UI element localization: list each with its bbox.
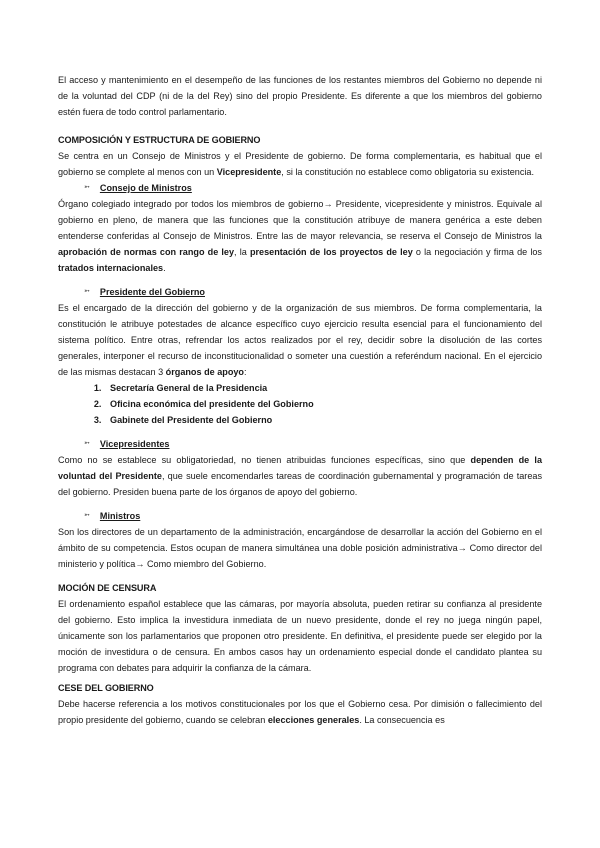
presidente-paragraph: Es el encargado de la dirección del gobierno y de la organización de sus miembros. De forma complementaria, la constitución le atribuye potestades de alcance específico cuyo ejercicio resulta esencial para el funcionamiento del sistema político. Entre otras, refrendar los actos realizados por el rey, decidir sobre la disolución de las cortes generales, interponer el recurso de inconstitucionalidad o someter una cuestión a referéndum nacional. En el ejercicio de las mismas destacan 3 órganos de apoyo: xyxy=(58,303,542,377)
vice-paragraph: Como no se establece su obligatoriedad, no tienen atribuidas funciones específicas, sino que dependen de la voluntad del Presidente, que suele encomendarles tareas de coordinación gubernamental y programación de tareas del gobierno. Presiden buena parte de los órganos de apoyo del gobierno. xyxy=(58,455,542,497)
arrow-bullet-icon: ➳ xyxy=(84,440,90,447)
subheading-consejo xyxy=(84,180,542,196)
organos-list xyxy=(58,380,542,428)
ministros-title: Ministros xyxy=(99,511,141,521)
subheading-ministros xyxy=(84,508,542,524)
vice-title: Vicepresidentes xyxy=(99,439,170,449)
list-item: 3. Gabinete del Presidente del Gobierno xyxy=(104,412,542,428)
subheading-vice xyxy=(84,436,542,452)
consejo-title: Consejo de Ministros xyxy=(99,183,192,193)
heading-mocion: MOCIÓN DE CENSURA xyxy=(58,583,157,593)
presidente-title: Presidente del Gobierno xyxy=(99,287,205,297)
arrow-bullet-icon: ➳ xyxy=(84,288,90,295)
heading-composicion: COMPOSICIÓN Y ESTRUCTURA DE GOBIERNO xyxy=(58,135,261,145)
arrow-bullet-icon: ➳ xyxy=(84,512,90,519)
arrow-bullet-icon: ➳ xyxy=(84,184,90,191)
subheading-presidente xyxy=(84,284,542,300)
list-item: 1. Secretaría General de la Presidencia xyxy=(104,380,542,396)
composicion-paragraph: Se centra en un Consejo de Ministros y el Presidente de gobierno. De forma complementaria, es habitual que el gobierno se complete al menos con un Vicepresidente, si la constitución no establece como obligatoria su existencia. xyxy=(58,151,542,177)
mocion-paragraph: El ordenamiento español establece que las cámaras, por mayoría absoluta, pueden retirar su confianza al presidente del gobierno. Esto implica la investidura inmediata de un nuevo presidente, donde el rey no juega ningún papel, únicamente son los parlamentarios que proponen otro presidente. En definitiva, el presidente puede ser elegido por la moción de investidura o de censura. En ambos casos hay un ordenamiento especial donde el candidato plantea su programa con debates para adquirir la confianza de la cámara. xyxy=(58,599,542,673)
consejo-paragraph: Órgano colegiado integrado por todos los miembros de gobierno→ Presidente, vicepresidente y ministros. Equivale al gobierno en pleno, de manera que las funciones que la constitución atribuye de manera genérica a este deben entenderse conferidas al Consejo de Ministros. Entre las de mayor relevancia, se reserva el Consejo de Ministros la aprobación de normas con rango de ley, la presentación de los proyectos de ley o la negociación y firma de los tratados internacionales. xyxy=(58,199,542,273)
list-item: 2. Oficina económica del presidente del Gobierno xyxy=(104,396,542,412)
cese-paragraph: Debe hacerse referencia a los motivos constitucionales por los que el Gobierno cesa. Por dimisión o fallecimiento del propio presidente del gobierno, cuando se celebran elecciones generales. La consecuencia es xyxy=(58,699,542,725)
intro-paragraph: El acceso y mantenimiento en el desempeño de las funciones de los restantes miembros del Gobierno no depende ni de la voluntad del CDP (ni de la del Rey) sino del propio Presidente. Es diferente a que los miembros del gobierno estén fuera de todo control parlamentario. xyxy=(58,75,542,117)
heading-cese: CESE DEL GOBIERNO xyxy=(58,683,154,693)
ministros-paragraph: Son los directores de un departamento de la administración, encargándose de desarrollar la acción del Gobierno en el ámbito de su competencia. Estos ocupan de manera simultánea una doble posición administrativa→ Como director del ministerio y política→ Como miembro del Gobierno. xyxy=(58,527,542,569)
